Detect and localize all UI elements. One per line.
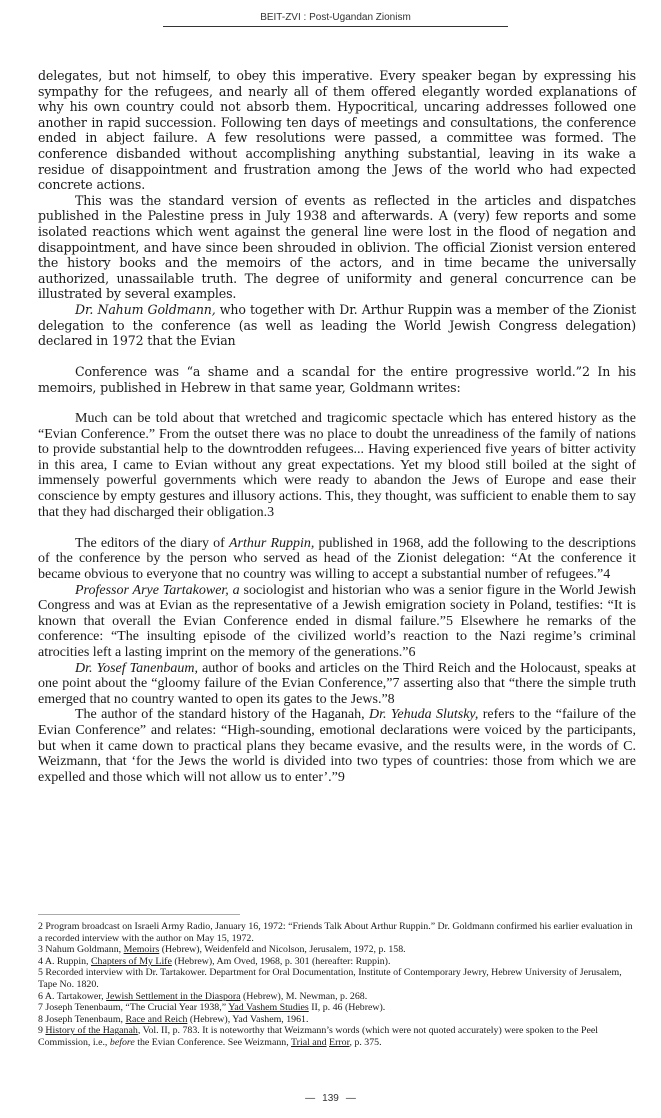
footnotes bbox=[38, 921, 636, 1049]
footnote-6: 6 A. Tartakower, Jewish Settlement in the Diaspora (Hebrew), M. Newman, p. 268. bbox=[38, 990, 368, 1002]
paragraph: The editors of the diary of Arthur Ruppin, published in 1968, add the following to the descriptions of the conference by the person who served as head of the Zionist delegation: “At the conference it became obvious to everyone that no country was willing to accept a substantial number of refugees.”4 bbox=[38, 535, 636, 582]
running-head: BEIT-ZVI : Post-Ugandan Zionism bbox=[163, 12, 508, 27]
footnote-4: 4 A. Ruppin, Chapters of My Life (Hebrew), Am Oved, 1968, p. 301 (hereafter: Ruppin). bbox=[38, 955, 391, 967]
cited-title: Error bbox=[329, 1036, 350, 1048]
cited-title: Chapters of My Life bbox=[90, 955, 172, 967]
paragraph: Dr. Yosef Tanenbaum, author of books and articles on the Third Reich and the Holocaust, speaks at one point about the “gloomy failure of the Evian Conference,”7 asserting also that “there the simple truth emerged that no country wanted to open its gates to the Jews.”8 bbox=[38, 660, 636, 707]
footnote-8: 8 Joseph Tenenbaum, Race and Reich (Hebrew), Yad Vashem, 1961. bbox=[38, 1013, 309, 1025]
paragraph: Conference was “a shame and a scandal for the entire progressive world.”2 In his memoirs, published in Hebrew in that same year, Goldmann writes: bbox=[38, 364, 636, 395]
cited-title: Yad Vashem Studies bbox=[228, 1002, 309, 1014]
cited-title: Race and Reich bbox=[125, 1013, 188, 1025]
paragraph: The author of the standard history of the Haganah, Dr. Yehuda Slutsky, refers to the “failure of the Evian Conference” and relates: “High-sounding, emotional declarations were voiced by the participants, but when it came down to practical plans they became evasive, and the results were, in the words of C. Weizmann, that ‘for the Jews the world is divided into two types of countries: those from which we are expelled and those which will not allow us to enter’.”9 bbox=[38, 707, 636, 785]
footnote-separator bbox=[38, 914, 240, 915]
dash-right: — bbox=[345, 1093, 356, 1104]
cited-title: Trial and bbox=[290, 1036, 327, 1048]
body-text bbox=[38, 68, 636, 785]
dash-left: — bbox=[305, 1093, 316, 1104]
footnote-9: 9 History of the Haganah, Vol. II, p. 783. It is noteworthy that Weizmann’s words (which were not quoted accurately) were spoken to the Peel Commission, i.e., before the Evian Conference. See Weizmann, Trial and Error, p. 375. bbox=[38, 1025, 599, 1048]
spacer bbox=[38, 395, 636, 411]
block-quote: Much can be told about that wretched and tragicomic spectacle which has entered history as the “Evian Conference.” From the outset there was no place to doubt the unreadiness of the family of nations to provide substantial help to the downtrodden refugees... Having experienced five years of bitter activity in this area, I came to Evian without any great expectations. Yet my blood still boiled at the sight of immensely powerful governments which were ready to abandon the Jews of Europe and ease their conscience by empty gestures and illusory actions. This, they thought, was sufficient to enable them to say that they had discharged their obligation.3 bbox=[38, 411, 636, 520]
footnote-3: 3 Nahum Goldmann, Memoirs (Hebrew), Weidenfeld and Nicolson, Jerusalem, 1972, p. 158. bbox=[38, 944, 406, 956]
page-number: 139 bbox=[322, 1093, 339, 1104]
footnote-7: 7 Joseph Tenenbaum, “The Crucial Year 1938,” Yad Vashem Studies II, p. 46 (Hebrew). bbox=[38, 1002, 386, 1014]
spacer bbox=[38, 349, 636, 365]
page-footer bbox=[0, 1093, 661, 1104]
person-name: Dr. Yehuda Slutsky, bbox=[369, 707, 479, 723]
paragraph: Professor Arye Tartakower, a sociologist and historian who was a senior figure in the World Jewish Congress and was at Evian as the representative of a Jewish emigration society in Poland, testifies: “It is known that overall the Evian Conference ended in dismal failure.”5 Elsewhere he remarks of the conference: “The insulting episode of the civilized world’s reaction to the Nazi regime’s criminal atrocities left a lasting imprint on the memory of the generations.”6 bbox=[38, 582, 637, 660]
footnote-5: 5 Recorded interview with Dr. Tartakower. Department for Oral Documentation, Institute of Contemporary Jewry, Hebrew University of Jerusalem, Tape No. 1820. bbox=[38, 967, 622, 990]
person-name: Dr. Nahum Goldmann, bbox=[75, 301, 216, 317]
cited-title: Memoirs bbox=[123, 944, 160, 956]
paragraph: delegates, but not himself, to obey this imperative. Every speaker began by expressing his sympathy for the refugees, and nearly all of them offered elegantly worded explanations of why his own country could not absorb them. Hypocritical, uncaring addresses followed one another in rapid succession. Following ten days of meetings and consultations, the conference ended in abject failure. A few resolutions were passed, a committee was formed. The conference disbanded without accomplishing anything substantial, leaving in its wake a residue of disappointment and frustration among the Jews of the world who had expected concrete actions. bbox=[38, 68, 636, 193]
paragraph: This was the standard version of events as reflected in the articles and dispatches published in the Palestine press in July 1938 and afterwards. A (very) few reports and some isolated reactions which went against the general line were lost in the flood of negation and disappointment, and have since been shrouded in oblivion. The official Zionist version entered the history books and the memoirs of the actors, and in time became the universally authorized, unassailable truth. The degree of uniformity and general concurrence can be illustrated by several examples. bbox=[38, 192, 636, 302]
person-name: Dr. Yosef Tanenbaum, bbox=[75, 660, 199, 676]
paragraph: Dr. Nahum Goldmann, who together with Dr. Arthur Ruppin was a member of the Zionist delegation to the conference (as well as leading the World Jewish Congress delegation) declared in 1972 that the Evian bbox=[38, 301, 636, 349]
spacer bbox=[38, 520, 636, 536]
cited-title: History of the Haganah bbox=[45, 1025, 138, 1037]
footnote-2: 2 Program broadcast on Israeli Army Radio, January 16, 1972: “Friends Talk About Arthur Ruppin.” Dr. Goldmann confirmed his earlier evaluation in a recorded interview with the author on May 15, 1972. bbox=[38, 921, 633, 944]
cited-title: Jewish Settlement in the Diaspora bbox=[106, 990, 241, 1002]
person-name: Arthur Ruppin, bbox=[228, 535, 315, 551]
person-name: Professor Arye Tartakower, a bbox=[75, 582, 240, 598]
